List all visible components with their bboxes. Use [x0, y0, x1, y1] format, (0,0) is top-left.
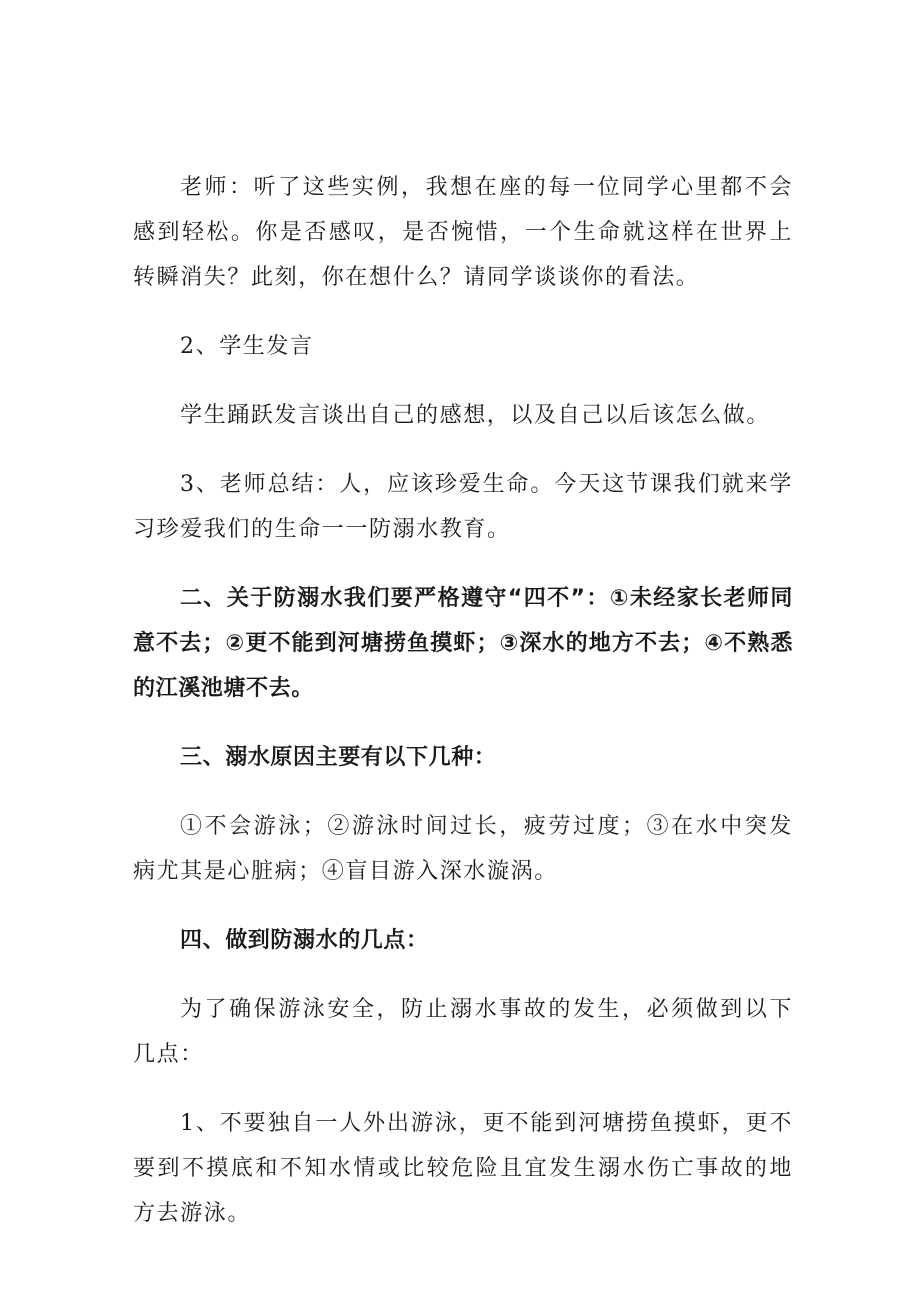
heading-four-rules: 二、关于防溺水我们要严格遵守“四不”：①未经家长老师同意不去；②更不能到河塘捞鱼摸虾；③深水的地方不去；④不熟悉的江溪池塘不去。 [133, 586, 793, 701]
paragraph-prevention-point-1: 1、不要独自一人外出游泳，更不能到河塘捞鱼摸虾，更不要到不摸底和不知水情或比较危险且宜发生溺水伤亡事故的地方去游泳。 [133, 1111, 793, 1226]
document-body [133, 165, 793, 1260]
heading-prevention-points: 四、做到防溺水的几点： [180, 928, 429, 953]
paragraph-drowning-causes: ①不会游泳；②游泳时间过长，疲劳过度；③在水中突发病尤其是心脏病；④盲目游入深水漩涡。 [133, 814, 793, 884]
paragraph-teacher-remark: 老师：听了这些实例，我想在座的每一位同学心里都不会感到轻松。你是否感叹，是否惋惜，一个生命就这样在世界上转瞬消失？此刻，你在想什么？请同学谈谈你的看法。 [133, 175, 793, 290]
paragraph-student-speech-title: 2、学生发言 [180, 334, 314, 359]
heading-drowning-causes: 三、溺水原因主要有以下几种： [180, 745, 497, 770]
paragraph-prevention-intro: 为了确保游泳安全，防止溺水事故的发生，必须做到以下几点： [133, 997, 793, 1067]
paragraph-teacher-summary: 3、老师总结：人，应该珍爱生命。今天这节课我们就来学习珍爱我们的生命一一防溺水教育。 [133, 472, 793, 542]
paragraph-student-speech: 学生踊跃发言谈出自己的感想，以及自己以后该怎么做。 [180, 403, 771, 428]
